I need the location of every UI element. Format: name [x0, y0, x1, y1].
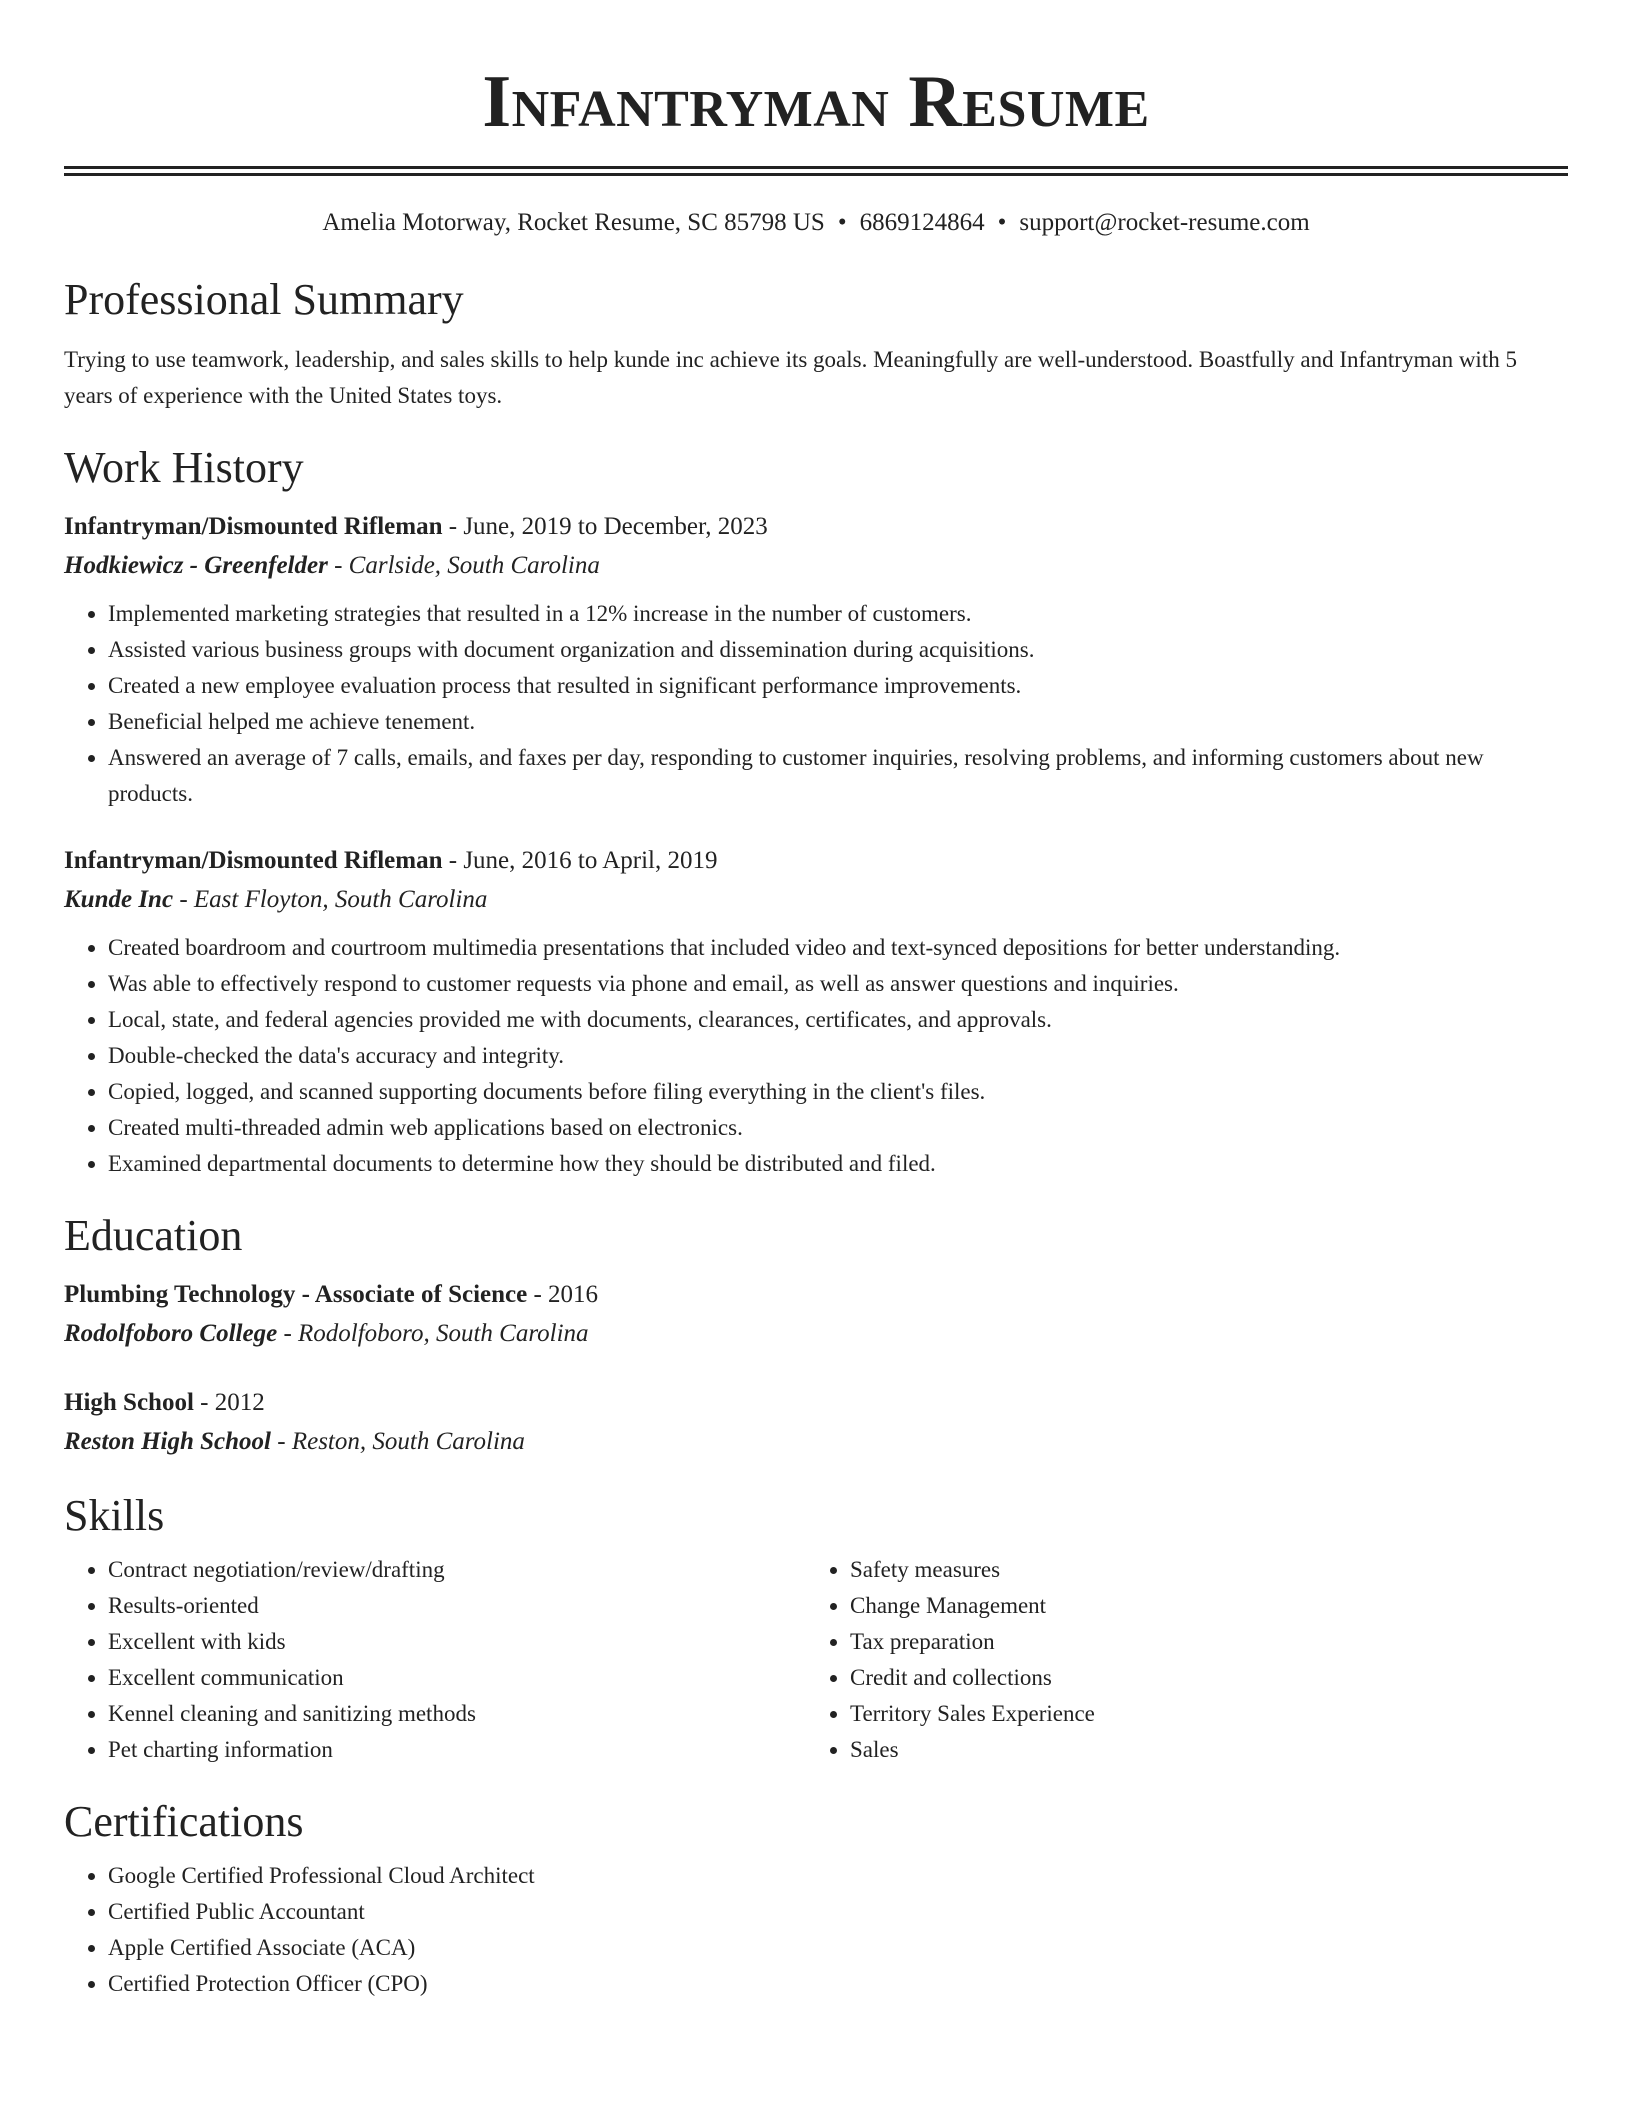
- degree-line: [64, 1276, 1568, 1314]
- school-line: [64, 1314, 1568, 1354]
- list-item: • Certified Public Accountant: [108, 1894, 1568, 1930]
- list-item: • Implemented marketing strategies that resulted in a 12% increase in the number of customers.: [108, 596, 1568, 632]
- job-dates: - June, 2019 to December, 2023: [442, 513, 768, 540]
- summary-text: Trying to use teamwork, leadership, and sales skills to help kunde inc achieve its goals. Meaningfully are well-understood. Boastfully and Infantryman with 5 years of experience with the United States toys.: [64, 347, 1517, 408]
- skills-columns: [64, 1552, 1568, 1768]
- certifications-list: [64, 1858, 1568, 2002]
- summary-heading: Professional Summary: [64, 275, 464, 324]
- contact-email: support@rocket-resume.com: [1019, 209, 1310, 236]
- work-history-section: [64, 442, 1568, 1182]
- education-entry: [64, 1384, 1568, 1462]
- job-entry: [64, 508, 1568, 812]
- list-item: • Created boardroom and courtroom multimedia presentations that included video and text-synced depositions for better understanding.: [108, 930, 1568, 966]
- resume-title: Infantryman Resume: [482, 61, 1150, 143]
- skills-list-right: [806, 1552, 1095, 1768]
- summary-section: [64, 274, 1568, 414]
- job-title: Infantryman/Dismounted Rifleman: [64, 513, 443, 540]
- job-title-line: [64, 508, 1568, 546]
- employer-location: - Carlside, South Carolina: [327, 552, 600, 579]
- degree-name: Plumbing Technology - Associate of Science: [64, 1281, 528, 1308]
- contact-address: Amelia Motorway, Rocket Resume, SC 85798 US: [322, 209, 825, 236]
- contact-phone: 6869124864: [859, 209, 985, 236]
- school-name: Rodolfoboro College: [64, 1320, 278, 1347]
- title-double-rule: [64, 166, 1568, 176]
- list-item: • Double-checked the data's accuracy and integrity.: [108, 1038, 1568, 1074]
- graduation-year: - 2016: [527, 1281, 599, 1308]
- list-item: • Tax preparation: [850, 1624, 1095, 1660]
- education-entry: [64, 1276, 1568, 1354]
- list-item: • Local, state, and federal agencies provided me with documents, clearances, certificates, and approvals.: [108, 1002, 1568, 1038]
- list-item: • Copied, logged, and scanned supporting documents before filing everything in the client's files.: [108, 1074, 1568, 1110]
- job-title: Infantryman/Dismounted Rifleman: [64, 847, 443, 874]
- school-line: [64, 1422, 1568, 1462]
- employer-name: Hodkiewicz - Greenfelder: [64, 552, 328, 579]
- list-item: • Excellent communication: [108, 1660, 806, 1696]
- employer-line: [64, 546, 1568, 586]
- skills-section: [64, 1490, 1568, 1768]
- employer-name: Kunde Inc: [64, 886, 174, 913]
- list-item: • Contract negotiation/review/drafting: [108, 1552, 806, 1588]
- degree-line: [64, 1384, 1568, 1422]
- list-item: • Safety measures: [850, 1552, 1095, 1588]
- contact-separator: •: [837, 209, 847, 236]
- list-item: • Assisted various business groups with document organization and dissemination during acquisitions.: [108, 632, 1568, 668]
- job-entry: [64, 842, 1568, 1182]
- degree-name: High School: [64, 1389, 194, 1416]
- list-item: • Answered an average of 7 calls, emails, and faxes per day, responding to customer inquiries, resolving problems, and informing customers about new products.: [108, 740, 1568, 812]
- list-item: • Territory Sales Experience: [850, 1696, 1095, 1732]
- certifications-section: [64, 1796, 1568, 2002]
- list-item: • Examined departmental documents to determine how they should be distributed and filed.: [108, 1146, 1568, 1182]
- graduation-year: - 2012: [193, 1389, 265, 1416]
- education-heading: Education: [64, 1211, 243, 1260]
- school-location: - Rodolfoboro, South Carolina: [277, 1320, 589, 1347]
- skills-list-left: [64, 1552, 806, 1768]
- contact-line: [64, 206, 1568, 240]
- job-bullets: [64, 596, 1568, 812]
- employer-line: [64, 880, 1568, 920]
- list-item: • Was able to effectively respond to customer requests via phone and email, as well as answer questions and inquiries.: [108, 966, 1568, 1002]
- list-item: • Beneficial helped me achieve tenement.: [108, 704, 1568, 740]
- list-item: • Pet charting information: [108, 1732, 806, 1768]
- list-item: • Change Management: [850, 1588, 1095, 1624]
- list-item: • Kennel cleaning and sanitizing methods: [108, 1696, 806, 1732]
- contact-separator: •: [997, 209, 1007, 236]
- list-item: • Apple Certified Associate (ACA): [108, 1930, 1568, 1966]
- employer-location: - East Floyton, South Carolina: [173, 886, 488, 913]
- list-item: • Created a new employee evaluation process that resulted in significant performance improvements.: [108, 668, 1568, 704]
- list-item: • Created multi-threaded admin web applications based on electronics.: [108, 1110, 1568, 1146]
- job-dates: - June, 2016 to April, 2019: [442, 847, 718, 874]
- list-item: • Credit and collections: [850, 1660, 1095, 1696]
- job-bullets: [64, 930, 1568, 1182]
- list-item: • Excellent with kids: [108, 1624, 806, 1660]
- list-item: • Sales: [850, 1732, 1095, 1768]
- certifications-heading: Certifications: [64, 1797, 304, 1846]
- work-history-heading: Work History: [64, 443, 304, 492]
- school-location: - Reston, South Carolina: [271, 1428, 525, 1455]
- school-name: Reston High School: [64, 1428, 271, 1455]
- list-item: • Google Certified Professional Cloud Architect: [108, 1858, 1568, 1894]
- list-item: • Certified Protection Officer (CPO): [108, 1966, 1568, 2002]
- education-section: [64, 1210, 1568, 1462]
- job-title-line: [64, 842, 1568, 880]
- list-item: • Results-oriented: [108, 1588, 806, 1624]
- skills-heading: Skills: [64, 1491, 165, 1540]
